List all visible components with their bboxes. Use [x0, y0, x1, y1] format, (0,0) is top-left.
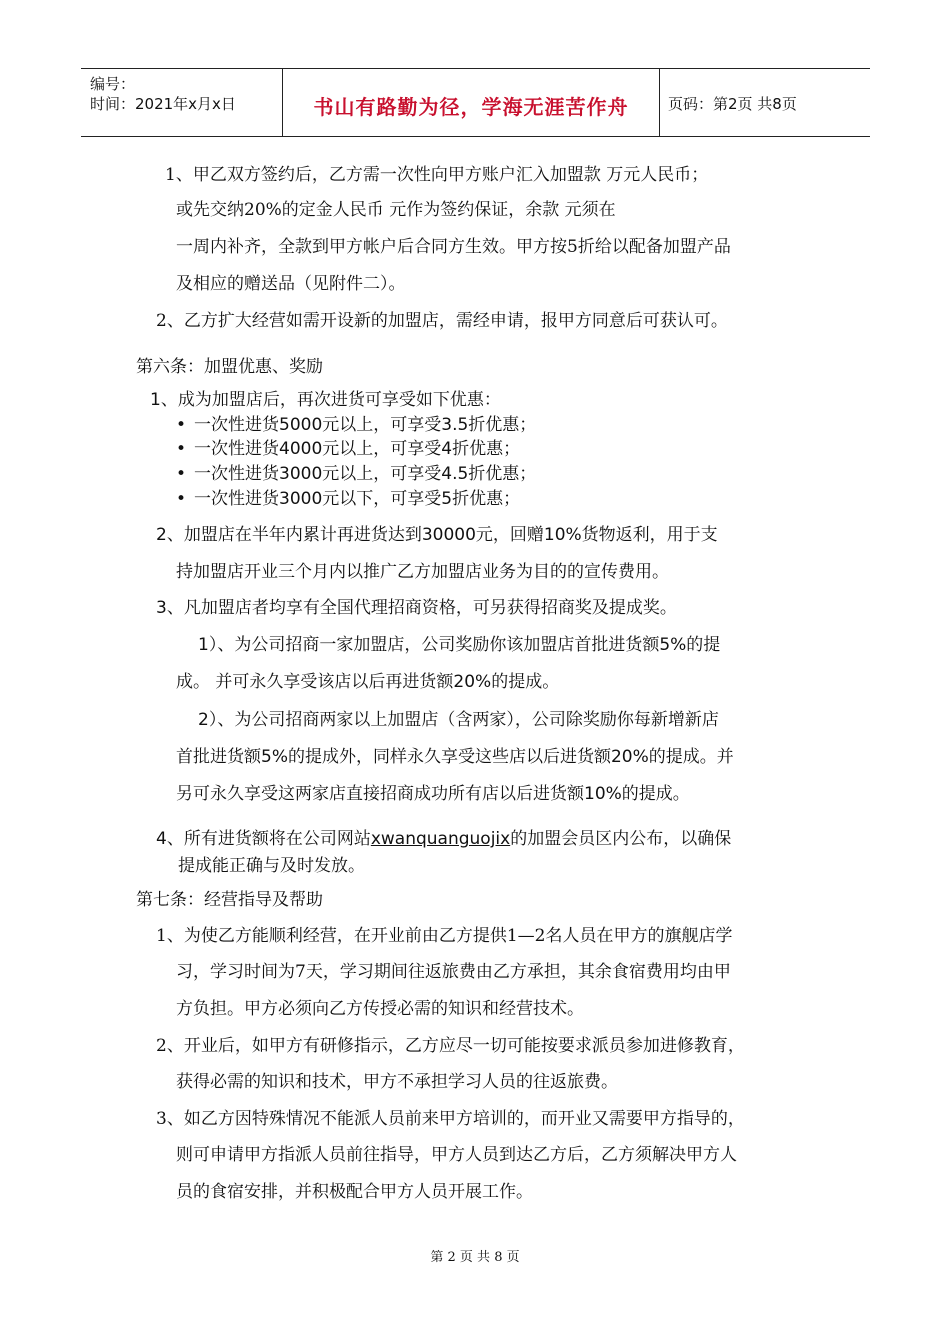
clause6-sub2-line3: 另可永久享受这两家店直接招商成功所有店以后进货额10%的提成。 [176, 784, 690, 804]
clause6-item4-line1: 4、所有进货额将在公司网站xwanquanguojix的加盟会员区内公布，以确保 [156, 829, 732, 849]
header-info-cell [81, 69, 283, 136]
clause7-item2-line2: 获得必需的知识和技术，甲方不承担学习人员的往返旅费。 [176, 1072, 618, 1092]
clause6-item2-line1: 2、加盟店在半年内累计再进货达到30000元，回赠10%货物返利，用于支 [156, 525, 718, 545]
clause6-sub1-line2: 成。 并可永久享受该店以后再进货额20%的提成。 [176, 672, 560, 692]
clause6-sub2-line1: 2）、为公司招商两家以上加盟店（含两家），公司除奖励你每新增新店 [198, 710, 719, 730]
clause6-item4-line2: 提成能正确与及时发放。 [178, 856, 365, 876]
clause7-item3-line1: 3、如乙方因特殊情况不能派人员前来甲方培训的，而开业又需要甲方指导的， [156, 1109, 745, 1129]
document-time: 时间：2021年x月x日 [90, 95, 236, 113]
header-page-cell [660, 69, 870, 136]
clause5-item1-line4: 及相应的赠送品（见附件二）。 [176, 274, 406, 294]
clause7-item1-line2: 习，学习时间为7天，学习期间往返旅费由乙方承担，其余食宿费用均由甲 [176, 962, 731, 982]
clause7-item1-line3: 方负担。甲方必须向乙方传授必需的知识和经营技术。 [176, 999, 584, 1019]
clause7-item3-line3: 员的食宿安排，并积极配合甲方人员开展工作。 [176, 1182, 533, 1202]
header-page-info: 页码：第2页 共8页 [668, 95, 797, 113]
list-item: • 一次性进货3000元以上，可享受4.5折优惠； [176, 464, 537, 484]
company-website-link[interactable]: xwanquanguojix [370, 829, 511, 849]
clause6-item3: 3、凡加盟店者均享有全国代理招商资格，可另获得招商奖及提成奖。 [156, 598, 677, 618]
clause7-item1-line1: 1、为使乙方能顺利经营，在开业前由乙方提供1—2名人员在甲方的旗舰店学 [156, 926, 733, 946]
list-item: • 一次性进货3000元以下，可享受5折优惠； [176, 489, 521, 509]
clause7-item2-line1: 2、开业后，如甲方有研修指示，乙方应尽一切可能按要求派员参加进修教育， [156, 1036, 745, 1056]
clause7-title: 第七条：经营指导及帮助 [136, 890, 323, 910]
motto: 书山有路勤为径，学海无涯苦作舟 [313, 95, 629, 119]
clause6-title: 第六条：加盟优惠、奖励 [136, 357, 323, 377]
clause6-item2-line2: 持加盟店开业三个月内以推广乙方加盟店业务为目的的宣传费用。 [176, 562, 669, 582]
page-footer: 第 2 页 共 8 页 [430, 1250, 520, 1265]
header-motto-cell [283, 69, 660, 136]
clause5-item1-line3: 一周内补齐，全款到甲方帐户后合同方生效。甲方按5折给以配备加盟产品 [176, 237, 731, 257]
clause5-item1-line1: 1、甲乙双方签约后，乙方需一次性向甲方账户汇入加盟款 万元人民币； [165, 165, 709, 185]
clause7-item3-line2: 则可申请甲方指派人员前往指导，甲方人员到达乙方后，乙方须解决甲方人 [176, 1145, 737, 1165]
clause5-item2: 2、乙方扩大经营如需开设新的加盟店，需经申请，报甲方同意后可获认可。 [156, 311, 728, 331]
list-item: • 一次性进货4000元以上，可享受4折优惠； [176, 439, 521, 459]
list-item: • 一次性进货5000元以上，可享受3.5折优惠； [176, 415, 537, 435]
clause6-sub2-line2: 首批进货额5%的提成外，同样永久享受这些店以后进货额20%的提成。并 [176, 747, 734, 767]
clause6-sub1-line1: 1）、为公司招商一家加盟店，公司奖励你该加盟店首批进货额5%的提 [198, 635, 721, 655]
clause6-item1: 1、成为加盟店后，再次进货可享受如下优惠： [150, 390, 501, 410]
document-header [81, 68, 870, 137]
clause5-item1-line2: 或先交纳20%的定金人民币 元作为签约保证，余款 元须在 [176, 200, 616, 220]
document-number: 编号： [90, 75, 136, 93]
